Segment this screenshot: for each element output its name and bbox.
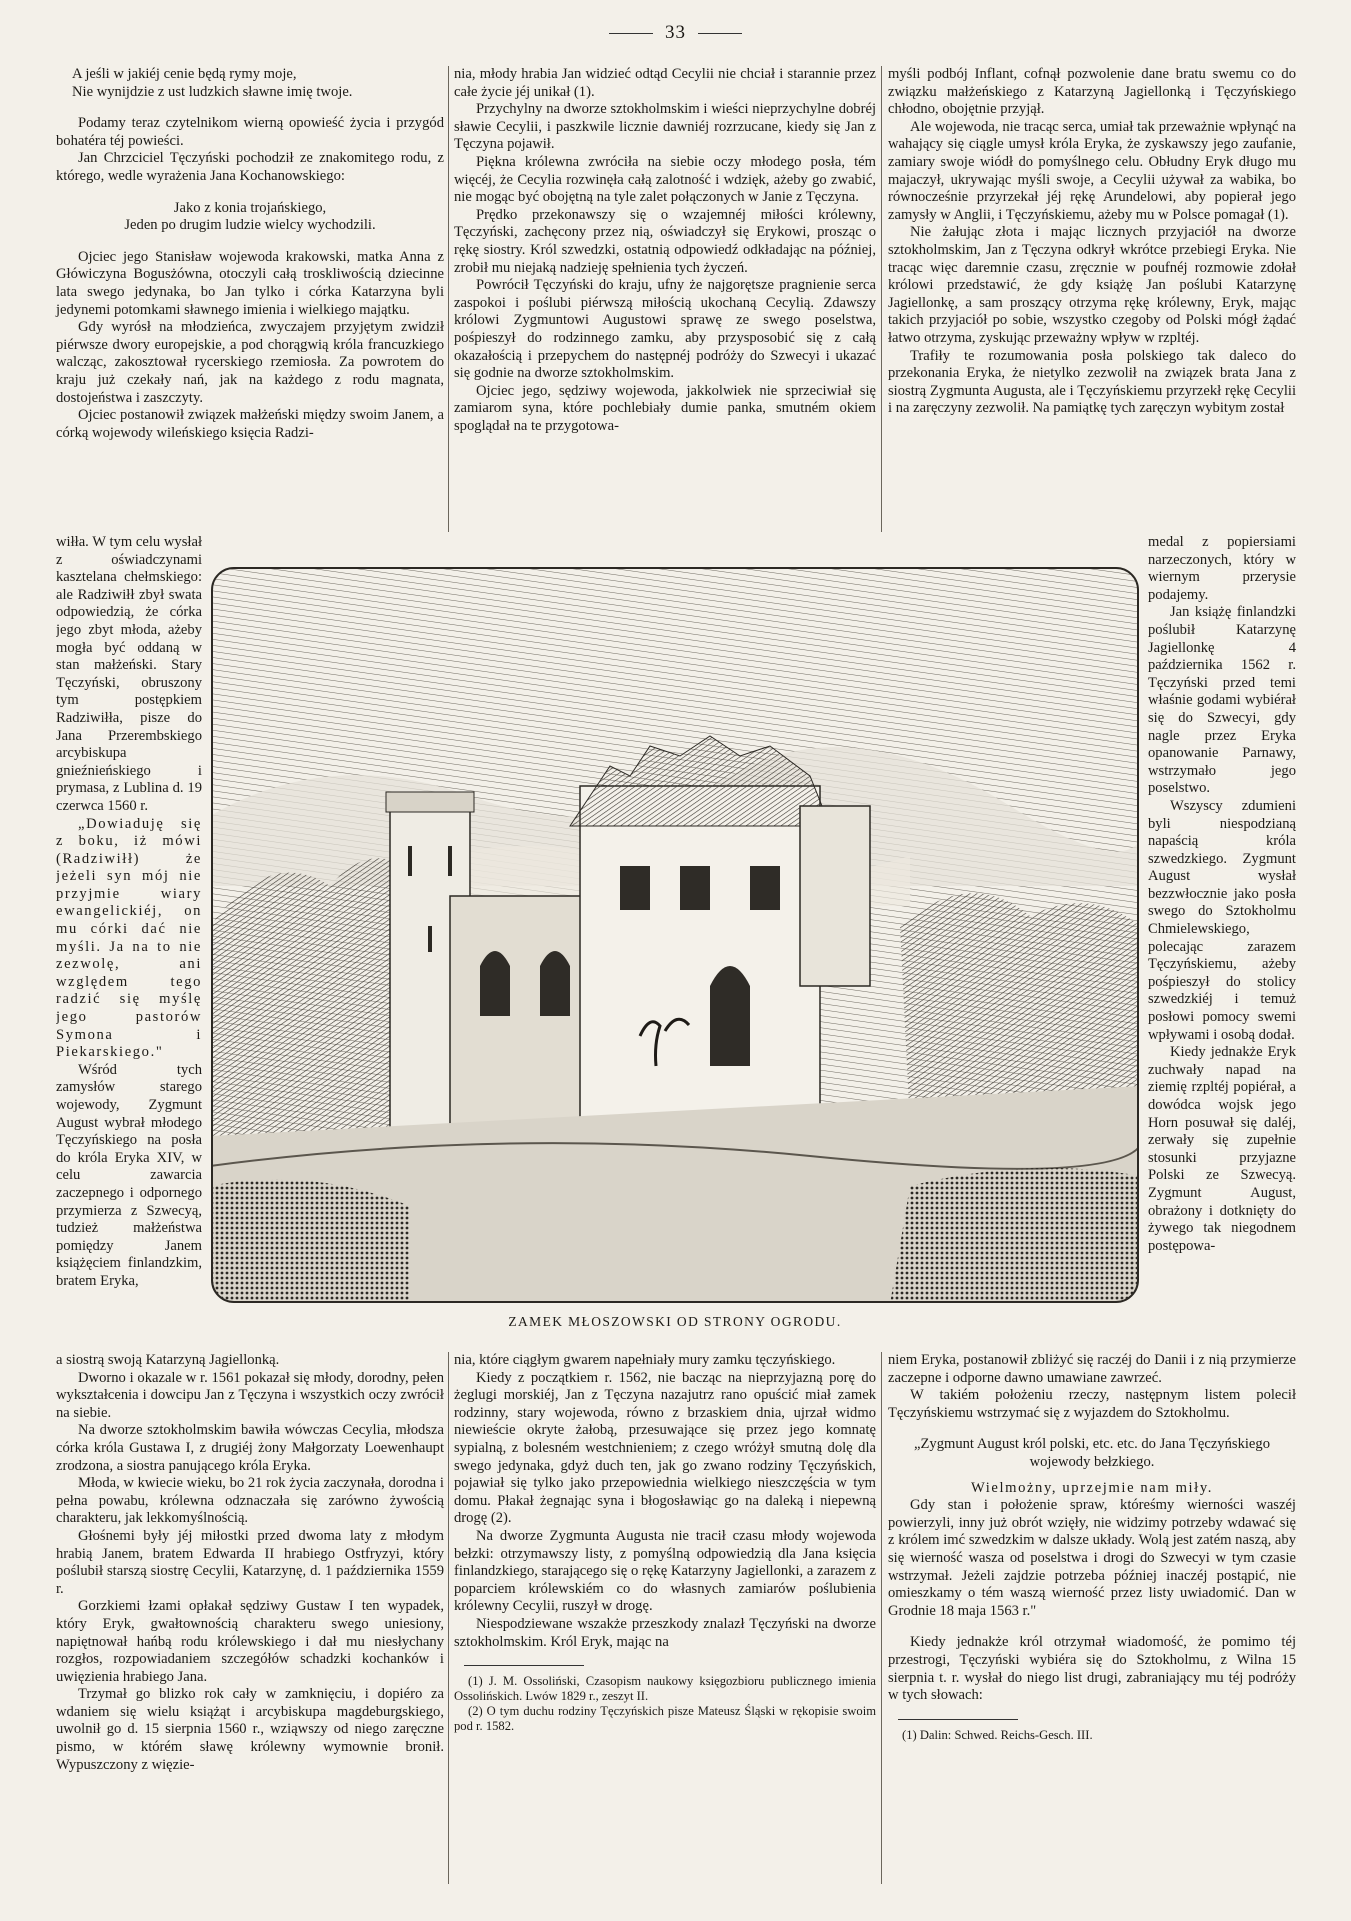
column-rule xyxy=(881,1352,882,1884)
side-tower xyxy=(800,806,870,986)
paragraph: a siostrą swoją Katarzyną Jagiellonką. xyxy=(56,1352,280,1368)
paragraph: Ojciec postanowił związek małżeński między swoim Janem, a córką wojewody wileńskiego księcia Radzi- xyxy=(56,407,444,441)
letter-heading: „Zygmunt August król polski, etc. etc. do Jana Tęczyńskiego wojewody bełzkiego. xyxy=(914,1436,1270,1470)
paragraph: wiłła. W tym celu wysłał z oświadczynami kasztelana chełmskiego: ale Radziwiłł zbył swata odpowiedzią, że córka jego zbyt młoda, ażeby mogła być oddaną w stan małżeński. Stary Tęczyński, obruszony tym postępkiem Radziwiłła, pisze do Jana Przerembskiego arcybiskupa gnieźnieńskiego i prymasa, z Lublina d. 19 czerwca 1560 r. xyxy=(56,534,202,814)
footnote: (1) Dalin: Schwed. Reichs-Gesch. III. xyxy=(902,1727,1093,1742)
page-number-text: 33 xyxy=(665,22,686,43)
poem-line: Nie wynijdzie z ust ludzkich sławne imię twoje. xyxy=(72,83,353,100)
paragraph: W takiém położeniu rzeczy, następnym listem polecił Tęczyńskiemu wstrzymać się z wyjazdem do Sztokholmu. xyxy=(888,1387,1296,1421)
paragraph: Głośnemi były jéj miłostki przed dwoma laty z młodym hrabią Janem, bratem Edwarda II hrabiego Ostfryzyi, który poślubił starszą siostrę Cecylii, Katarzynę, d. 1 października 1559 r. xyxy=(56,1527,444,1597)
paragraph: Kiedy jednakże król otrzymał wiadomość, że pomimo téj przestrogi, Tęczyński wybiéra się do Sztokholmu, z Wilna 15 sierpnia t. r. wysłał do niego list drugi, zabraniający mu téj podróży w tych słowach: xyxy=(888,1634,1296,1704)
paragraph: nia, młody hrabia Jan widzieć odtąd Cecylii nie chciał i starannie przez całe życie jéj unikał (1). xyxy=(454,66,876,100)
paragraph: Jan książę finlandzki poślubił Katarzynę Jagiellonkę 4 października 1562 r. Tęczyński przed temi właśnie godami wybiérał się do Szwecyi, gdy nagle przez Eryka opanowanie Parnawy, wstrzymało jego poselstwo. xyxy=(1148,604,1296,797)
paragraph: medal z popiersiami narzeczonych, który w wiernym przerysie podajemy. xyxy=(1148,534,1296,603)
paragraph: Młoda, w kwiecie wieku, bo 21 rok życia zaczynała, dorodna i pełna powabu, królewna odznaczała się zarówno żywością charakteru, jak lekkomyślnością. xyxy=(56,1475,444,1527)
paragraph: Trzymał go blizko rok cały w zamknięciu, i dopiéro za wdaniem się wielu książąt i arcybiskupa magdeburgskiego, uwolnił go d. 15 sierpnia 1560 r., wziąwszy od niego zaręczne pismo, w którém sławę królewny wymownie bronił. Wypuszczony z więzie- xyxy=(56,1686,444,1773)
main-house xyxy=(580,786,820,1136)
arched-door xyxy=(710,966,750,1066)
paragraph: Na dworze sztokholmskim bawiła wówczas Cecylia, młodsza córka króla Gustawa I, z drugiéj żony Małgorzaty Loewenhaupt zrodzona, a siostra panującego króla Eryka. xyxy=(56,1422,444,1474)
column-rule xyxy=(881,66,882,532)
paragraph: niem Eryka, postanowił zbliżyć się raczéj do Danii i z nią przymierze zaczepne i odporne dawno umawiane zawrzeć. xyxy=(888,1352,1296,1386)
paragraph: Nie żałując złota i mając licznych przyjaciół na dworze sztokholmskim, Jan z Tęczyna odkrył wkrótce przebiegi Eryka. Nie tracąc więc daremnie czasu, zręcznie w poufnéj rozmowie zdołał królowi przedstawić, że gdy książę Jan poślubi Katarzynę Jagiellonkę, a sam proszący otrzyma rękę królewny, Eryk, mając takich przyjaciół po sobie, wszystko czegoby od Polski mógł żądać łatwo otrzyma, zyskując przeważny wpływ w rzpltéj. xyxy=(888,224,1296,346)
paragraph: Jan Chrzciciel Tęczyński pochodził ze znakomitego rodu, z którego, wedle wyrażenia Jana Kochanowskiego: xyxy=(56,150,444,184)
paragraph: Gdy wyrósł na młodzieńca, zwyczajem przyjętym zwidził piérwsze dwory europejskie, a pod chorągwią króla francuzkiego walcząc, zakosztował rycerskiego rzemiosła. Za powrotem do kraju już czekały nań, jak na każdego z rodu magnata, dostojeństwa i zaszczyty. xyxy=(56,319,444,406)
poem-line: Jeden po drugim ludzie wielcy wychodzili. xyxy=(124,217,376,234)
paragraph: Powrócił Tęczyński do kraju, ufny że najgorętsze pragnienie serca zaspokoi i poślubi piérwszą miłością ukochaną Cecylią. Zdawszy królowi Zygmuntowi Augustowi sprawę ze swego poselstwa, pośpieszył do rodzinnego zamku, aby przysposobić się z całą okazałością i przepychem do następnéj podróży do Szwecyi i ukazać się godnie na dworze sztokholmskim. xyxy=(454,277,876,382)
paragraph: Gorzkiemi łzami opłakał sędziwy Gustaw I ten wypadek, który Eryk, gwałtownością charakteru swego uniesiony, napiętnował hańbą rodu królewskiego i dał mu niesłychany rozgłos, rozpowiadaniem szczegółów schadzki kochanków i uwięzienia hrabiego Jana. xyxy=(56,1598,444,1685)
paragraph: nia, które ciągłym gwarem napełniały mury zamku tęczyńskiego. xyxy=(454,1352,836,1368)
footnote: (1) J. M. Ossoliński, Czasopism naukowy księgozbioru publicznego imienia Ossolińskich. Lwów 1829 r., zeszyt II. xyxy=(454,1674,876,1704)
castle-engraving xyxy=(210,566,1140,1304)
paragraph: Kiedy z początkiem r. 1562, nie bacząc na nieprzyjazną porę do żeglugi morskiéj, Jan z Tęczyna nazajutrz rano opuścić miał zamek rodzinny, stary wojewoda, równo z brzaskiem dnia, ujrzał widmo niewieście okryte żałobą, przesuwające się przez jego komnatę sypialną, z bolesném westchnieniem; z czego wróżył smutną dolę dla swego jedynaka, gdyż duch ten, jak go zwano rodziny Tęczyńskich, pojawiał się tylko jako przepowiednia wielkiego nieszczęścia w tym domu. Płakał żegnając syna i błogosławiąc go na daleką i niepewną drogę (2). xyxy=(454,1369,876,1527)
column-1-top xyxy=(56,66,444,442)
letter-salutation: Wielmożny, uprzejmie nam miły. xyxy=(970,1479,1214,1496)
poem-line: Jako z konia trojańskiego, xyxy=(173,199,327,216)
figure-caption: ZAMEK MŁOSZOWSKI OD STRONY OGRODU. xyxy=(508,1314,842,1329)
column-1-wrap xyxy=(56,534,202,1324)
gothic-wing xyxy=(450,896,600,1136)
column-1-bottom xyxy=(56,1352,444,1774)
column-3-wrap xyxy=(1148,534,1296,1324)
shrubbery xyxy=(890,1168,1140,1304)
paragraph: Na dworze Zygmunta Augusta nie tracił czasu młody wojewoda bełzki: otrzymawszy listy, z pomyślną odpowiedzią dla Jana księcia finlandzkiego, starającego się o rękę Katarzyny Jagiellonki, a zarazem z poparciem królewskiém co do własnych zamiarów poślubienia królewny Cecylii, ruszył w drogę. xyxy=(454,1527,876,1615)
paragraph: Podamy teraz czytelnikom wierną opowieść życia i przygód bohatéra téj powieści. xyxy=(56,115,444,149)
paragraph: Prędko przekonawszy się o wzajemnéj miłości królewny, Tęczyński, zachęcony przez nią, oświadczył się Erykowi, prosząc o rękę siostry. Król szwedzki, ostatnią odpowiedź odkładając na później, zrobił mu niejaką nadzieję spełnienia tych życzeń. xyxy=(454,206,876,276)
column-2-top xyxy=(454,66,876,435)
paragraph: Niespodziewane wszakże przeszkody znalazł Tęczyński na dworze sztokholmskim. Król Eryk, mając na xyxy=(454,1615,876,1650)
quotation: „Dowiaduję się z boku, iż mówi (Radziwiłł) że jeżeli syn mój nie przyjmie wiary ewangelickiéj, on mu córki dać nie myśli. Ja na to nie zezwolę, ani względem tego radzić się myślę jego pastorów Symona i Piekarskiego." xyxy=(56,815,202,1061)
tower-battlements xyxy=(386,792,474,812)
page-number-rule-left xyxy=(609,33,653,34)
paragraph: Ale wojewoda, nie tracąc serca, umiał tak przeważnie wpłynąć na wahający się ciągle umysł króla Eryka, że zyskawszy jego zaufanie, zamiary swoje wiódł do pomyślnego celu. Obłudny Eryk długo mu majaczył, ukrywając myśli swoje, a Cecylii używał za wabika, bo równocześnie przyrzekał jéj rękę Arundelowi, aby popierał jego zamysły w Anglii, i Tęczyńskiemu, ażeby mu w Polsce pomagał (1). xyxy=(888,118,1296,223)
column-rule xyxy=(448,1352,449,1884)
paragraph: Dworno i okazale w r. 1561 pokazał się młody, dorodny, pełen wykształcenia i dowcipu Jan z Tęczyna i wszystkich oczy zwrócił na siebie. xyxy=(56,1369,444,1421)
letter-body: Gdy stan i położenie spraw, któreśmy wierności waszéj powierzyli, inny już obrót wzięły, nie widzimy potrzeby wdawać się z królem imć szwedzkim w dalsze układy. Wolą jest zatém naszą, aby się wierność wasza od poselstwa i drogi do Szwecyi w tym czasie wstrzymał. Jeżeli zajdzie potrzeba później inaczéj postąpić, nie omieszkamy o tém waszą wierność przez listy uwiadomić. Dan w Grodnie 18 maja 1563 r." xyxy=(888,1497,1296,1619)
column-3-bottom xyxy=(888,1352,1296,1743)
column-2-bottom xyxy=(454,1352,876,1734)
paragraph: Wszyscy zdumieni byli niespodzianą napaścią króla szwedzkiego. Zygmunt August wysłał bezzwłocznie jako posła swego do Sztokholmu Chmielewskiego, polecając zarazem Tęczyńskiemu, ażeby pośpieszył do stolicy szwedzkiéj i temuż posłowi pomocy swemi wpływami i osobą dodał. xyxy=(1148,797,1296,1043)
paragraph: Ojciec jego Stanisław wojewoda krakowski, matka Anna z Główiczyna Bogusżówna, otoczyli całą troskliwością dziecinne lata swego jedynaka, bo Jan tylko i córka Katarzyna byli jedynemi potomkami sławnego imienia i wielkiego majątku. xyxy=(56,248,444,318)
castle-engraving-illustration xyxy=(210,566,1140,1304)
column-rule xyxy=(448,66,449,532)
page-number-rule-right xyxy=(698,33,742,34)
paragraph: Wśród tych zamysłów starego wojewody, Zygmunt August wybrał młodego Tęczyńskiego na posła do króla Eryka XIV, w celu zawarcia zaczepnego i odpornego przymierza z Szwecyą, tudzież małżeństwa pomiędzy Janem książęciem finlandzkim, bratem Eryka, xyxy=(56,1061,202,1289)
column-3-top xyxy=(888,66,1296,418)
poem-line: A jeśli w jakiéj cenie będą rymy moje, xyxy=(72,66,297,82)
paragraph: Ojciec jego, sędziwy wojewoda, jakkolwiek nie sprzeciwiał się zamiarom syna, które pochlebiały dumie panka, smutném okiem spoglądał na te przygotowa- xyxy=(454,382,876,434)
paragraph: Piękna królewna zwróciła na siebie oczy młodego posła, tém więcéj, że Cecylia rozwinęła całą zalotność i wdzięk, ażeby go zwabić, nie mogąc być obojętną na tyle zalet połączonych w Janie z Tęczyna. xyxy=(454,153,876,206)
page-number xyxy=(0,22,1351,44)
paragraph: Kiedy jednakże Eryk zuchwały napad na ziemię rzpltéj popiérał, a dowódca wojsk jego Horn posuwał się daléj, zerwały się zupełnie stosunki przyjazne Polski ze Szwecyą. Zygmunt August, obrażony i dotknięty do żywego tak niegodnem postępowa- xyxy=(1148,1044,1296,1254)
footnote-rule xyxy=(464,1665,584,1666)
shrubbery xyxy=(210,1179,410,1304)
footnote-rule xyxy=(898,1719,1018,1720)
paragraph: myśli podbój Inflant, cofnął pozwolenie dane bratu swemu co do związku małżeńskiego z Katarzyną Jagiellonką i Tęczyńskiego chłodno, obojętnie przyjął. xyxy=(888,66,1296,118)
paragraph: Przychylny na dworze sztokholmskim i wieści nieprzychylne dobréj sławie Cecylii, i paszkwile licznie dawniéj rozrzucane, kiedy się Jan z Tęczyna pojawił. xyxy=(454,101,876,153)
paragraph: Trafiły te rozumowania posła polskiego tak daleco do przekonania Eryka, że nietylko zezwolił na związek brata Jana z siostrą Zygmunta Augusta, ale i Tęczyńskiemu przyrzekł rękę Cecylii i na zaręczyny zezwolił. Na pamiątkę tych zaręczyn wybitym został xyxy=(888,347,1296,417)
footnote: (2) O tym duchu rodziny Tęczyńskich pisze Mateusz Śląski w rękopisie swoim pod r. 1582. xyxy=(454,1704,876,1734)
